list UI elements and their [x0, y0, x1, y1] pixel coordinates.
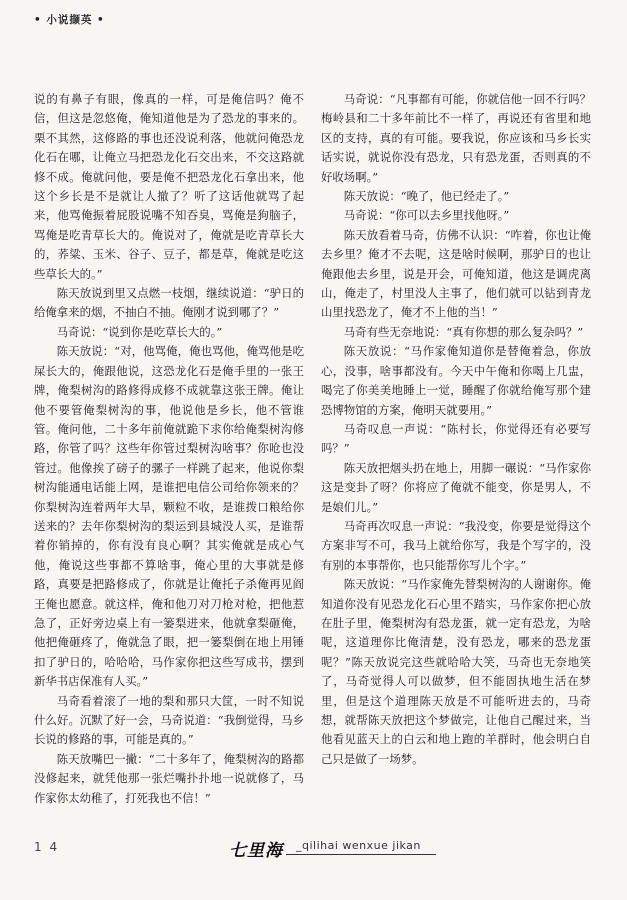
paragraph: 陈天放说：“马作家俺知道你是替俺着急，你放心，没事，啥事都没有。今天中午俺和你喝上几盅，喝完了你美美地睡上一觉，睡醒了你就给俺写那个建恐博物馆的方案，俺明天就要用。”: [321, 344, 591, 417]
page-footer: [34, 836, 594, 864]
paragraph: 说的有鼻子有眼，像真的一样，可是俺信吗？俺不信，但这是忽悠俺，俺知道他是为了恐龙的事来的。栗不其然，这修路的事也还没说利落，他就问俺恐龙化石在哪，让俺立马把恐龙化石交出来，不交这路就修不成。俺就问他，要是俺不把恐龙化石拿出来，他这个乡长是不是就让人撤了？听了这话他就骂了起来，他骂俺振着屁股说嘴不知吞臭，骂俺是狗脑子，骂俺是吃青草长大的。俺说对了，俺就是吃青草长大的，荞粱、玉米、谷子、豆子，都是草，俺就是吃这些草长大的。”: [34, 92, 304, 281]
paragraph: 陈天放说：“晚了，他已经走了。”: [343, 189, 510, 204]
paragraph: 马奇有些无奈地说：“真有你想的那么复杂吗？”: [343, 324, 584, 339]
paragraph: 马奇说：“说到你是吃草长大的。”: [56, 324, 223, 339]
paragraph: 陈天放说到里又点燃一枝烟，继续说道：“驴日的给俺拿来的烟，不抽白不抽。俺刚才说到哪了？”: [34, 286, 304, 320]
page-number: 1 4: [34, 840, 60, 854]
magazine-logo: 七里海: [229, 841, 283, 861]
paragraph: 陈天放说：“对，他骂俺，俺也骂他，俺骂他是吃屎长大的，俺跟他说，这恐龙化石是俺手里的一张王牌，俺梨树沟的路修得成修不成就靠这张王牌。俺让他不要管俺梨树沟的事，他说他是乡长，他不管谁管。俺问他，二十多年前俺就跪下求你给俺梨树沟修路，你管了吗？这些年你管过梨树沟啥事？你呛也没管过。他像挨了磅子的骡子一样跳了起来，他说你梨树沟能通电话能上网，是谁把电信公司给你领来的？你梨树沟连着两年大旱，颗粒不收，是谁拨口粮给你送来的？去年你梨树沟的梨运到县城没人买，是谁帮着你销掉的，你有没有良心啊？其实俺就是成心气他，俺说这些事都不算啥事，俺心里的大事就是修路，真要是把路修成了，你就是让俺托子杀俺再见阎王俺也愿意。就这样，俺和他刀对刀枪对枪，把他惹急了，正好旁边桌上有一篓梨进来，他就拿梨砸俺，他把俺砸疼了，俺就急了眼，把一篓梨倒在地上用锤扣了驴日的，哈哈哈，马作家你把这些写成书，摆到新华书店保准有人买。”: [34, 344, 304, 689]
paragraph: 马奇再次叹息一声说：“我没变，你要是觉得这个方案非写不可，我马上就给你写，我是个写字的，没有别的本事帮你，也只能帮你写儿个字。”: [321, 518, 591, 572]
footer-rule: [286, 854, 436, 855]
paragraph: 马奇叹息一声说：“陈村长，你觉得还有必要写吗？”: [321, 421, 591, 456]
section-header: • 小说撷英 •: [34, 14, 105, 26]
left-column: [34, 90, 304, 808]
paragraph: 陈天放把烟头扔在地上，用脚一碾说：“马作家你这是变卦了呀？你将应了俺就不能变，你是男人，不是娘们儿。”: [321, 460, 591, 514]
right-column: [321, 90, 591, 769]
magazine-pinyin-title: _qilihai wenxue jikan: [296, 839, 421, 852]
paragraph: 陈天放说：“马作家俺先替梨树沟的人谢谢你。俺知道你没有见恐龙化石心里不踏实，马作家你把心放在肚子里，俺梨树沟有恐龙蛋，就一定有恐龙，为啥呢，这道理你比俺清楚，没有恐龙，哪来的恐龙蛋呢？”陈天放说完这些就哈哈大笑，马奇也无奈地笑了，马奇觉得人可以做梦，但不能固执地生活在梦里，但是这个道理陈天放是不可能听进去的，马奇想，就帮陈天放把这个梦做完，让他自己醒过来，当他看见蓝天上的白云和地上跑的羊群时，他会明白自己只是做了一场梦。: [321, 577, 591, 766]
paragraph: 陈天放看着马奇，仿佛不认识：“咋着，你也让俺去乡里？俺才不去呢，这是啥时候啊，那驴日的也让俺跟他去乡里，说是开会，可俺知道，他这是调虎离山，俺走了，村里没人主事了，他们就可以钻到青龙山里找恐龙了，俺才不上他的当！”: [321, 227, 591, 320]
paragraph: 马奇说：“凡事都有可能，你就信他一回不行吗？梅岭县和二十多年前比不一样了，再说还有省里和地区的支持，真的有可能。要我说，你应该和马乡长实话实说，就说你没有恐龙，只有恐龙蛋，否则真的不好收场啊。”: [321, 92, 591, 184]
paragraph: 陈天放嘴巴一撇：“二十多年了，俺梨树沟的路都没修起来，就凭他那一张烂嘴扑扑地一说就修了，马作家你太幼稚了，打死我也不信！”: [34, 751, 304, 805]
paragraph: 马奇说：“你可以去乡里找他呀。”: [343, 208, 510, 223]
paragraph: 马奇看着滚了一地的梨和那只大筐，一时不知说什么好。沉默了好一会，马奇说道：“我倒觉得，马乡长说的修路的事，可能是真的。”: [34, 693, 304, 747]
